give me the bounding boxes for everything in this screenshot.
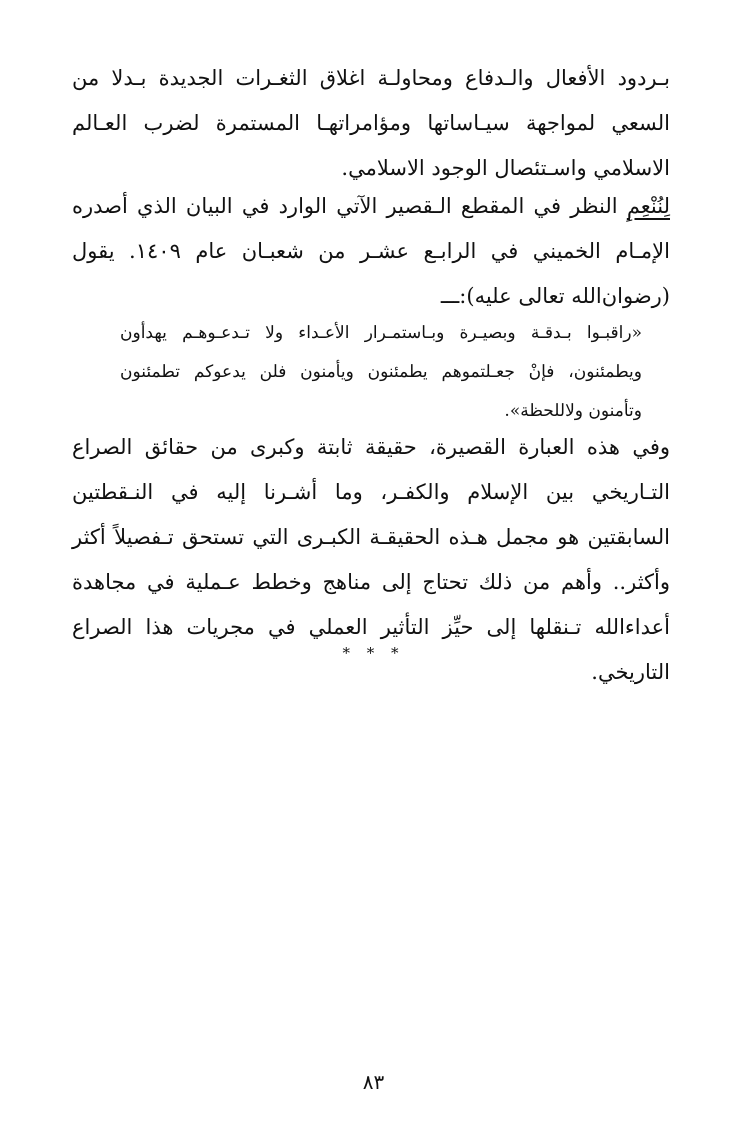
- paragraph-2: [72, 184, 670, 319]
- paragraph-3: وفي هذه العبارة القصيرة، حقيقة ثابتة وكبرى من حقائق الصراع التـاريخي بين الإسلام والكفـر، وما أشـرنا إليه في النـقطتين السابقتين هو مجمل هـذه الحقيقـة الكبـرى التي تستحق تـفصيلاً أكثر وأكثر.. وأهم من ذلك تحتاج إلى مناهج وخطط عـملية في مجاهدة أعداء‌الله تـنقلها إلى حيِّز التأثير العملي في مجريات هذا الصراع التاريخي.: [72, 435, 670, 684]
- paragraph-2-text: النظر في المقطع الـقصير الآتي الوارد في البيان الذي أصدره الإمـام الخميني في الرابـع عشـر من شعبـان عام ١٤٠٩. يقول (رضوان‌الله تعالى عليه):ـــ: [72, 194, 670, 308]
- paragraph-1: بـردود الأفعال والـدفاع ومحاولـة اغلاق الثغـرات الجديدة بـدلا من السعي لمواجهة سيـاساتها ومؤامراتهـا المستمرة لضرب العـالم الاسلامي واسـتئصال الوجود الاسلامي.: [72, 66, 670, 180]
- page-number: ٨٣: [362, 1070, 385, 1094]
- quotation-block: «راقبـوا بـدقـة وبصيـرة وبـاستمـرار الأعـداء ولا تـدعـوهـم يهدأون ويطمئنون، فإنْ جعـلتموهم يطمئنون ويأمنون فلن يدعوكم تطمئنون وتأمنون ولاللحظة».: [120, 323, 642, 421]
- paragraph-2-underlined-word: لِنُنْعِمِ: [626, 194, 670, 218]
- section-separator: * * *: [342, 644, 405, 662]
